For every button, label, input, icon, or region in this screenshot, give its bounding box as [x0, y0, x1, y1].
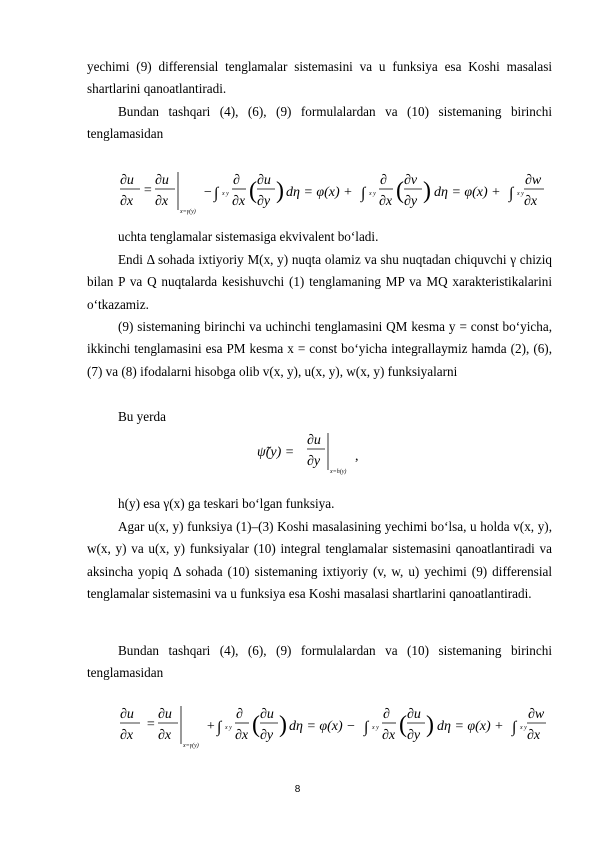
svg-text:∂x: ∂x [158, 728, 172, 743]
svg-text:∂y: ∂y [260, 728, 274, 743]
svg-text:∂x: ∂x [379, 194, 393, 209]
svg-text:∂u: ∂u [155, 173, 169, 188]
svg-text:x=h(y): x=h(y) [330, 469, 347, 475]
svg-text:x y: x y [225, 725, 232, 731]
svg-text:): ) [426, 712, 434, 738]
svg-text:,: , [355, 449, 359, 464]
svg-text:∫: ∫ [364, 719, 369, 736]
svg-text:dη = φ(x) −: dη = φ(x) − [289, 719, 356, 734]
svg-text:∂w: ∂w [525, 173, 542, 188]
svg-text:∫: ∫ [512, 719, 517, 736]
svg-text:∂y: ∂y [404, 194, 418, 209]
page-number: 8 [294, 784, 301, 795]
svg-text:∂x: ∂x [382, 728, 396, 743]
paragraph-4: Endi Δ sohada ixtiyoriy M(x, y) nuqta olamiz va shu nuqtadan chiquvchi γ chiziq bilan P va Q nuqtalarda kesishuvchi (1) tenglamaning MP va MQ xarakteristikalarini o‘tkazamiz. [87, 252, 552, 312]
paragraph-8: Agar u(x, y) funksiya (1)–(3) Koshi masalasining yechimi bo‘lsa, u holda v(x, y), w(x, y) va u(x, y) funksiyalar (10) integral tenglamalar sistemasini qanoatlantiradi va aksincha yopiq Δ sohada (10) sistemaning ixtiyoriy (v, w, u) yechimi (9) differensial tenglamalar sistemasini va u funksiya esa Koshi masalasi shartlarini qanoatlantiradi. [87, 519, 552, 601]
paragraph-1: yechimi (9) differensial tenglamalar sistemasini va u funksiya esa Koshi masalasi shartlarini qanoatlantiradi. [87, 59, 552, 97]
svg-text:): ) [423, 178, 431, 204]
svg-text:∫: ∫ [214, 185, 219, 202]
svg-text:x y: x y [369, 191, 376, 197]
svg-text:∂u: ∂u [120, 173, 134, 188]
paragraph-3: uchta tenglamalar sistemasiga ekvivalent bo‘ladi. [118, 229, 379, 244]
svg-text:∂: ∂ [233, 173, 240, 188]
svg-text:dη = φ(x) +: dη = φ(x) + [437, 719, 504, 734]
svg-text:ψ̃(y) =: ψ̃(y) = [257, 445, 295, 460]
paragraph-7: h(y) esa γ(x) ga teskari bo‘lgan funksiya. [118, 496, 335, 511]
formula-2 [255, 430, 395, 480]
svg-text:x y: x y [517, 191, 524, 197]
svg-text:∂x: ∂x [120, 728, 134, 743]
svg-text:(: ( [396, 178, 404, 204]
svg-text:dη = φ(x) +: dη = φ(x) + [434, 185, 501, 200]
svg-text:∂: ∂ [236, 707, 243, 722]
svg-text:∂u: ∂u [257, 173, 271, 188]
svg-text:(: ( [399, 712, 407, 738]
formula-1 [118, 168, 548, 218]
svg-text:∂x: ∂x [235, 728, 249, 743]
svg-text:∂v: ∂v [404, 173, 418, 188]
svg-text:∫: ∫ [361, 185, 366, 202]
svg-text:∂u: ∂u [260, 707, 274, 722]
svg-text:=: = [146, 717, 156, 732]
svg-text:∫: ∫ [509, 185, 514, 202]
svg-text:+: + [206, 719, 216, 734]
svg-text:x=γ(y): x=γ(y) [183, 743, 199, 749]
svg-text:dη = φ(x) +: dη = φ(x) + [286, 185, 353, 200]
formula-3 [118, 702, 548, 752]
svg-text:∂: ∂ [383, 707, 390, 722]
svg-text:x y: x y [372, 725, 379, 731]
svg-text:x=γ(y): x=γ(y) [180, 209, 196, 215]
svg-text:x y: x y [222, 191, 229, 197]
paragraph-5: (9) sistemaning birinchi va uchinchi tenglamasini QM kesma y = const bo‘yicha, ikkinchi tenglamasini esa PM kesma x = const bo‘yicha integrallaymiz hamda (2), (6), (7) va (8) ifodalarni hisobga olib v(x, y), u(x, y), w(x, y) funksiyalarni [87, 319, 552, 379]
svg-text:∂u: ∂u [307, 433, 321, 448]
svg-text:∂x: ∂x [527, 728, 541, 743]
svg-text:∂u: ∂u [158, 707, 172, 722]
svg-text:∫: ∫ [217, 719, 222, 736]
svg-text:∂: ∂ [380, 173, 387, 188]
svg-text:∂y: ∂y [307, 454, 321, 469]
svg-text:−: − [203, 185, 213, 200]
svg-text:∂y: ∂y [407, 728, 421, 743]
svg-text:∂w: ∂w [528, 707, 545, 722]
svg-text:∂u: ∂u [407, 707, 421, 722]
paragraph-2: Bundan tashqari (4), (6), (9) formulalardan va (10) sistemaning birinchi tenglamasidan [87, 104, 552, 142]
svg-text:∂x: ∂x [155, 194, 169, 209]
paragraph-6: Bu yerda [118, 409, 166, 424]
svg-text:∂x: ∂x [120, 194, 134, 209]
svg-text:(: ( [252, 712, 260, 738]
svg-text:∂y: ∂y [257, 194, 271, 209]
svg-text:): ) [279, 712, 287, 738]
paragraph-9: Bundan tashqari (4), (6), (9) formulalardan va (10) sistemaning birinchi tenglamasidan [87, 643, 552, 681]
svg-text:∂x: ∂x [524, 194, 538, 209]
svg-text:=: = [143, 183, 153, 198]
svg-text:x y: x y [520, 725, 527, 731]
svg-text:): ) [276, 178, 284, 204]
svg-text:∂u: ∂u [120, 707, 134, 722]
svg-text:∂x: ∂x [232, 194, 246, 209]
svg-text:(: ( [249, 178, 257, 204]
